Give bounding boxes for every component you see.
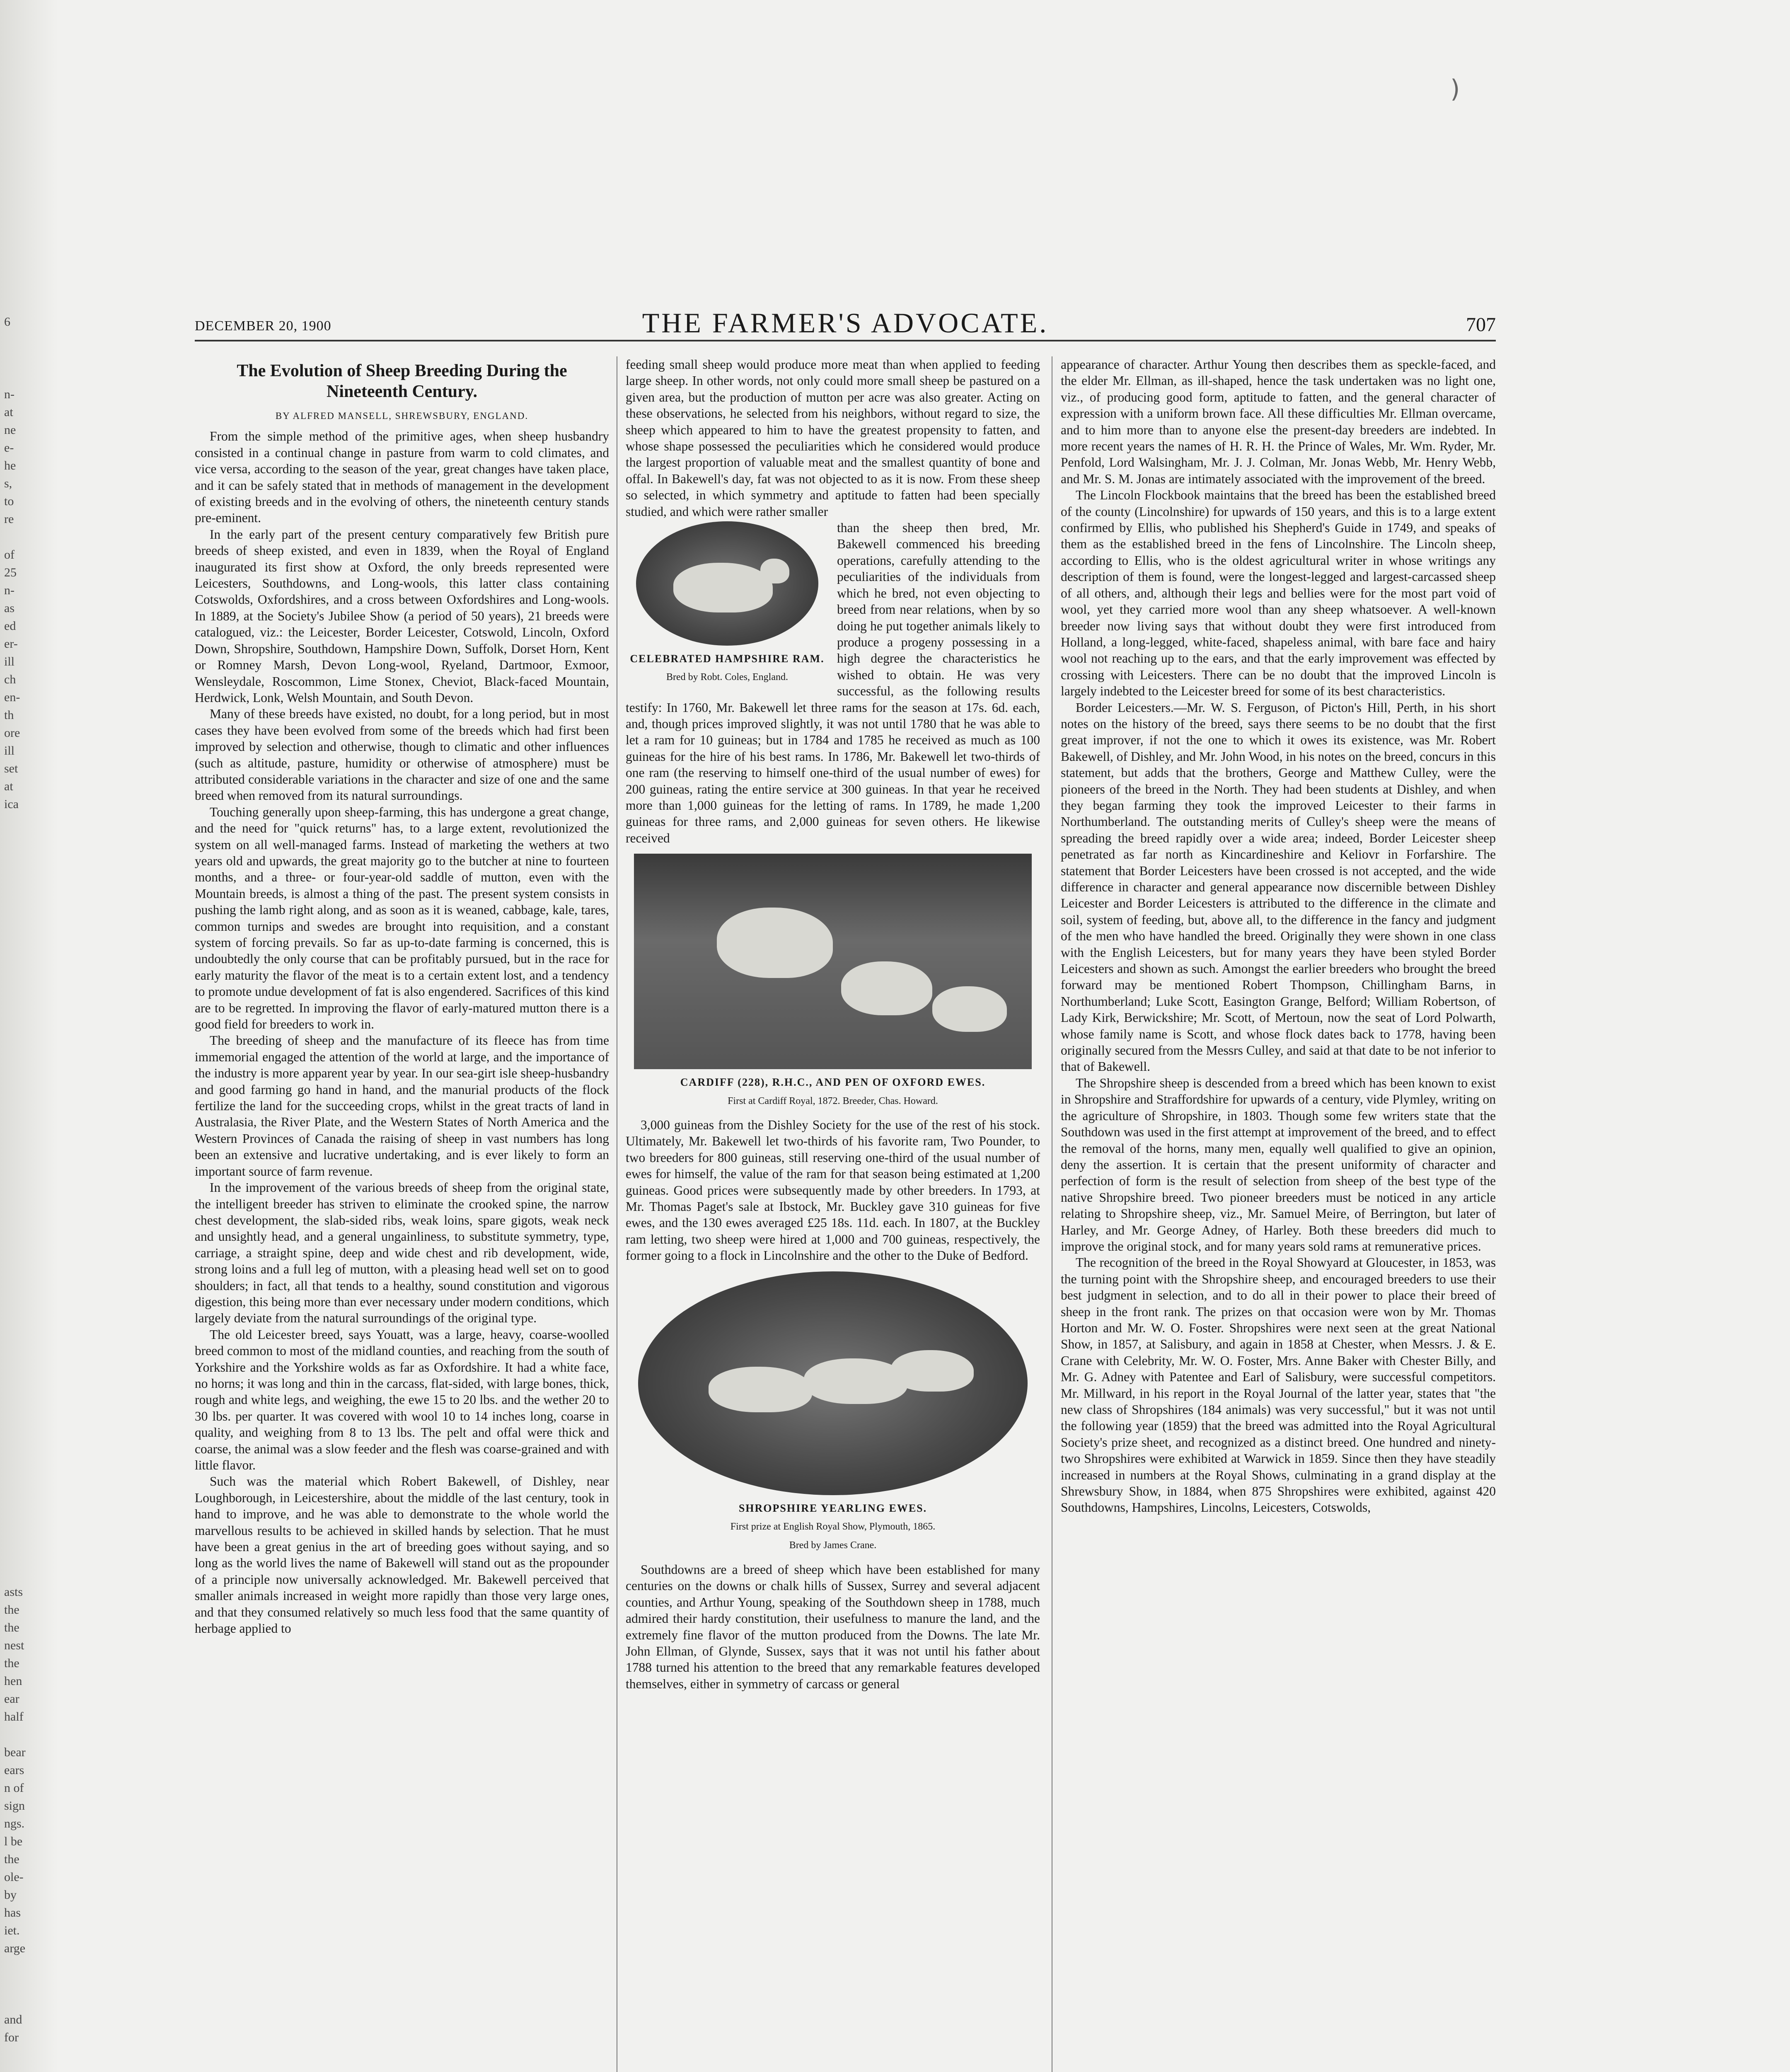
paragraph: The Lincoln Flockbook maintains that the breed has been the established breed of the county (Lincolnshire) for upwards of 150 years, and this is to a large extent confirmed by Ellis, who published his Shepherd's Guide in 1749, and speaks of them as the established breed in the fens of Lincolnshire. The Lincoln sheep, according to Ellis, who is the oldest agricultural writer in whose writings any description of them is found, were the longest-legged and largest-carcassed sheep of all others, and, although their legs and bellies were for the most part void of wool, yet they carried more wool than any sheep whatsoever. A well-known breeder now living says that without doubt they were first introduced from Holland, a long-legged, white-faced, shapeless animal, with bare face and hairy wool not reaching up to the ears, and that the early improvement was effected by crossing with Leicesters. There can be no doubt that the improved Lincoln is largely indebted to the Leicester breed for some of its best characteristics.	[1061, 488, 1496, 699]
margin-page-number: 6	[4, 315, 10, 329]
figure-shropshire-ewes	[626, 1271, 1040, 1554]
column-1	[195, 356, 609, 2072]
figure-hampshire-ram	[626, 521, 829, 686]
paragraph: 3,000 guineas from the Dishley Society for the use of the rest of his stock. Ultimately, Mr. Bakewell let two-thirds of his favorite ram, Two Pounder, to two breeders for 800 guineas, still reserving one-third of the usual number of ewes for himself, the value of the ram for that season being estimated at 1,200 guineas. Good prices were subsequently made by other breeders. In 1793, at Mr. Thomas Paget's sale at Ibstock, Mr. Buckley gave 310 guineas for five ewes, and the 130 ewes averaged £25 18s. 11d. each. In 1807, at the Buckley ram letting, two sheep were hired at 1,000 and 700 guineas, respectively, the former going to a flock in Lincolnshire and the other to the Duke of Bedford.	[626, 1118, 1040, 1263]
paragraph: Touching generally upon sheep-farming, this has undergone a great change, and the need for "quick returns" has, to a large extent, revolutionized the system on all well-managed farms. Instead of marketing the wethers at two years old and upwards, the great majority go to the butcher at nine to fourteen months, and a three- or four-year-old saddle of mutton, even with the Mountain breeds, is almost a thing of the past. The present system consists in pushing the lamb right along, and as soon as it is weaned, cabbage, kale, tares, common turnips and swedes are brought into requisition, and a constant system of forcing prevails. So far as up-to-date farming is concerned, this is undoubtedly the only course that can be profitably pursued, but in the race for early maturity the flavor of the meat is to a certain extent lost, and a tendency to promote undue development of fat is also engendered. Sacrifices of this kind are to be regretted. In improving the flavor of early-matured mutton there is a good field for breeders to work in.	[195, 804, 609, 1032]
paragraph: than the sheep then bred, Mr. Bakewell commenced his breeding operations, carefully attending to the peculiarities of the individuals from which he bred, not even objecting to breed from near relations, when by so doing he put together animals likely to produce a progeny possessing in a high degree the characteristics he wished to obtain. He was very successful, as the following results testify: In 1760, Mr. Bakewell let three rams for the season at 17s. 6d. each, and, though prices improved slightly, it was not until 1780 that he was able to let a ram for 10 guineas; but in 1784 and 1785 he received as much as 100 guineas for the hire of his best rams. In 1786, Mr. Bakewell let two-thirds of one ram (the reserving to himself one-third of the usual number of ewes) for 200 guineas, rating the entire service at 300 guineas. In that year he received more than 1,000 guineas for the letting of rams. In 1789, he made 1,200 guineas for three rams, and 2,000 guineas for seven others. He likewise received	[626, 520, 1040, 845]
column-3	[1061, 356, 1496, 2072]
column-2	[626, 356, 1040, 2072]
article-title: The Evolution of Sheep Breeding During the Nineteenth Century.	[237, 361, 567, 401]
paragraph: Such was the material which Robert Bakewell, of Dishley, near Loughborough, in Leicestershire, about the middle of the last century, took in hand to improve, and he was able to demonstrate to the whole world the marvellous results to be achieved in skilled hands by selection. That he must have been a great genius in the art of breeding goes without saying, and so long as the world lives the name of Bakewell will stand out as the propounder of a principle now universally acknowledged. Mr. Bakewell perceived that smaller animals increased in weight more rapidly than those very large ones, and that they consumed relatively so much less food that the same quantity of herbage applied to	[195, 1474, 609, 1636]
paragraph: appearance of character. Arthur Young then describes them as speckle-faced, and the elder Mr. Ellman, as ill-shaped, hence the task undertaken was no light one, viz., of producing good form, aptitude to fatten, and the general character of expression with a uniform brown face. All these difficulties Mr. Ellman overcame, and to him more than to anyone else the present-day breeders are indebted. In more recent years the names of H. R. H. the Prince of Wales, Mr. Wm. Ryder, Mr. Penfold, Lord Walsingham, Mr. J. J. Colman, Mr. Jonas Webb, Mr. Henry Webb, and Mr. S. M. Jonas are intimately associated with the improvement of the breed.	[1061, 357, 1496, 486]
paragraph: The breeding of sheep and the manufacture of its fleece has from time immemorial engaged the attention of the world at large, and the importance of the industry is more apparent year by year. In our sea-girt isle sheep-husbandry and good farming go hand in hand, and the manurial products of the flock fertilize the land for the succeeding crops, whilst in the great tracts of land in Australasia, the River Plate, and the Western States of North America and the Western Provinces of Canada the raising of sheep in vast numbers has long been an extensive and lucrative undertaking, and is ever likely to form an important source of farm revenue.	[195, 1033, 609, 1179]
ewe-shape	[841, 961, 932, 1015]
paragraph: feeding small sheep would produce more meat than when applied to feeding large sheep. In other words, not only could more small sheep be pastured on a given area, but the production of mutton per acre was also greater. Acting on these observations, he selected from his neighbors, without regard to size, the sheep which appeared to him to have the greatest propensity to fatten, and whose shape possessed the peculiarities which he considered would produce the largest proportion of valuable meat and the smallest quantity of bone and offal. In Bakewell's day, fat was not objected to as it is now. From these sheep so selected, in which symmetry and aptitude to fatten had been specially studied, and which were rather smaller	[626, 357, 1040, 519]
figure-oxford-ewes	[626, 854, 1040, 1109]
paragraph: The recognition of the breed in the Royal Showyard at Gloucester, in 1853, was the turning point with the Shropshire sheep, and encouraged breeders to use their best judgment in selection, and to do all in their power to place their breed of sheep in the front rank. The prizes on that occasion were won by Mr. Thomas Horton and Mr. W. O. Foster. Shropshires were next seen at the great National Show, in 1857, at Salisbury, and again in 1858 at Chester, when Messrs. J. & E. Crane with Celebrity, Mr. W. O. Foster, Mrs. Anne Baker with Chester Billy, and Mr. G. Adney with Patentee and Earl of Salisbury, were successful competitors. Mr. Millward, in his report in the Royal Journal of the latter year, states that "the new class of Shropshires (184 animals) was very successful," but it was not until the following year (1859) that the breed was admitted into the Royal Agricultural Society's prize sheet, and recognized as a distinct breed. One hundred and ninety-two Shropshires were exhibited at Warwick in 1859. Since then they have steadily increased in numbers at the Royal Shows, culminating in a grand display at the Shrewsbury Show, in 1884, when 875 Shropshires were exhibited, against 420 Southdowns, Hampshires, Lincolns, Leicesters, Cotswolds,	[1061, 1255, 1496, 1515]
paragraph: The old Leicester breed, says Youatt, was a large, heavy, coarse-woolled breed common to most of the midland counties, and reaching from the south of Yorkshire and the Yorkshire wolds as far as Oxfordshire. It had a white face, no horns; it was long and thin in the carcass, flat-sided, with large bones, thick, rough and white legs, and weighing, the ewe 15 to 20 lbs. and the wether 20 to 30 lbs. per quarter. It was covered with wool 10 to 14 inches long, coarse in quality, and weighing from 8 to 13 lbs. The pelt and offal were thick and coarse, the animal was a slow feeder and the flesh was coarse-grained and with little flavor.	[195, 1327, 609, 1472]
figure-caption-title: CELEBRATED HAMPSHIRE RAM.	[630, 653, 825, 665]
figure-caption-title: SHROPSHIRE YEARLING EWES.	[738, 1502, 927, 1514]
paragraph: In the improvement of the various breeds of sheep from the original state, the intelligent breeder has striven to eliminate the crooked spine, the narrow chest development, the slab-sided ribs, weak loins, spare gigots, weak neck and unsightly head, and a general ungainliness, to substitute symmetry, type, carriage, a straight spine, deep and wide chest and rib development, wide, strong loins and a full leg of mutton, with a pleasing head well set on to good shoulders; in fact, all that tends to a healthy, sound constitution and vigorous digestion, this being more than ever necessary under modern conditions, which largely deviate from the natural surroundings of the original type.	[195, 1180, 609, 1326]
page-number: 707	[1466, 314, 1496, 336]
article-byline: BY ALFRED MANSELL, SHREWSBURY, ENGLAND.	[275, 411, 529, 421]
paragraph: Many of these breeds have existed, no doubt, for a long period, but in most cases they have been evolved from some of the breeds which had first been improved by selection and otherwise, though to climatic and other influences (such as altitude, pasture, humidity or otherwise of atmosphere) must be attributed considerable variations in the character and size of one and the same breed when removed from its natural surroundings.	[195, 707, 609, 803]
figure-caption-subtitle: First at Cardiff Royal, 1872. Breeder, Chas. Howard.	[728, 1095, 938, 1106]
ewe-shape	[891, 1350, 974, 1392]
figure-caption-title: CARDIFF (228), R.H.C., AND PEN OF OXFORD EWES.	[680, 1076, 986, 1089]
paragraph: Southdowns are a breed of sheep which have been established for many centuries on the downs or chalk hills of Sussex, Surrey and several adjacent counties, and Arthur Young, speaking of the Southdown sheep in 1788, much admired their hardy constitution, their usefulness to manure the land, and the extremely fine flavor of the mutton produced from the Downs. The late Mr. John Ellman, of Glynde, Sussex, says that it was not until his father about 1788 turned his attention to the breed that any remarkable features developed themselves, either in symmetry of carcass or general	[626, 1562, 1040, 1691]
ewe-shape	[709, 1367, 812, 1412]
figure-caption-subtitle: First prize at English Royal Show, Plymouth, 1865.	[730, 1521, 936, 1532]
hampshire-ram-photo	[636, 521, 818, 646]
pencil-mark: )	[1450, 75, 1460, 104]
oxford-ewes-photo	[634, 854, 1032, 1069]
figure-caption-subtitle: Bred by Robt. Coles, England.	[666, 672, 788, 683]
page-header	[195, 307, 1496, 341]
paragraph: In the early part of the present century comparatively few British pure breeds of sheep existed, and even in 1839, when the Royal of England inaugurated its first show at Oxford, the only breeds represented were Leicesters, Southdowns, and Long-wools, this latter class containing Cotswolds, Oxfordshires, and a cross between Oxfordshires and Long-wools. In 1889, at the Society's Jubilee Show (a period of 50 years), 21 breeds were catalogued, viz.: the Leicester, Border Leicester, Cotswold, Lincoln, Oxford Down, Shropshire, Southdown, Hampshire Down, Suffolk, Dorset Horn, Kent or Romney Marsh, Devon Long-wool, Ryeland, Dartmoor, Exmoor, Wensleydale, Roscommon, Lime Stonex, Cheviot, Black-faced Mountain, Herdwick, Lonk, Welsh Mountain, and South Devon.	[195, 527, 609, 705]
shropshire-ewes-photo	[638, 1271, 1028, 1495]
margin-fragment-lower: asts the the nest the hen ear half bear ears n of sign ngs. l be the ole- by has iet. arge and for	[4, 1585, 26, 2044]
paragraph: The Shropshire sheep is descended from a breed which has been known to exist in Shropshire and Straffordshire for upwards of a century, vide Plymley, writing on the agriculture of Shropshire, in 1803. Though some few writers state that the Southdown was used in the first attempt at improvement of the breed, and to effect the removal of the horns, many men, equally well qualified to give an opinion, deny the assertion. It is certain that the present uniformity of character and perfection of form is the result of selection from sheep of the best type of the native Shropshire breed. Two pioneer breeders must be noticed in any article relating to Shropshire sheep, viz., Mr. Samuel Meire, of Berrington, but later of Harley, and Mr. George Adney, of Harley. Both these breeders did much to improve the original stock, and for many years sold rams at remunerative prices.	[1061, 1075, 1496, 1254]
newspaper-page	[195, 307, 1496, 2072]
ram-shape	[673, 563, 773, 612]
ram-head-shape	[760, 559, 789, 583]
masthead-title: THE FARMER'S ADVOCATE.	[642, 307, 1049, 339]
paragraph: From the simple method of the primitive ages, when sheep husbandry consisted in a continual change in pasture from warm to cold climates, and vice versa, according to the season of the year, great changes have taken place, and it can be safely stated that in methods of management in the development of existing breeds and in the evolving of others, the nineteenth century stands pre-eminent.	[195, 429, 609, 525]
ram-shape	[717, 908, 833, 978]
paragraph: Border Leicesters.—Mr. W. S. Ferguson, of Picton's Hill, Perth, in his short notes on the history of the breed, says there seems to be no doubt that the first great improver, if not the one to which it owes its existence, was Mr. Robert Bakewell, of Dishley, and Mr. John Wood, in his notes on the breed, concurs in this statement, but adds that the brothers, George and Matthew Culley, were the pioneers of the breed in the North. They had been students at Dishley, and when they began farming they took the improved Leicester to their farms in Northumberland. The outstanding merits of Culley's sheep were the means of spreading the breed rapidly over a wide area; indeed, Border Leicester sheep penetrated as far north as Kincardineshire and Keliovr in Forfarshire. The statement that Border Leicesters have been crossed is not accepted, and the wide difference in character and general appearance now discernible between Dishley Leicester and Border Leicesters is attributed to the difference in the climate and soil, system of feeding, but, above all, to the difference in the fancy and judgment of the men who have handled the breed. Originally they were shown in one class with the English Leicesters, but for many years they have been styled Border Leicesters and shown as such. Amongst the earlier breeders who brought the breed forward may be mentioned Robert Thompson, Chillingham Barns, in Northumberland; Luke Scott, Easington Grange, Belford; William Robertson, of Lady Kirk, Berwickshire; Mr. Scott, of Mertoun, now the seat of Lord Polwarth, whose family name is Scott, and whose flock dates back to 1778, having been originally secured from the Messrs Culley, and said at that date to be not inferior to that of Bakewell.	[1061, 700, 1496, 1074]
header-date: DECEMBER 20, 1900	[195, 318, 331, 334]
figure-caption-breeder: Bred by James Crane.	[789, 1540, 877, 1551]
ewe-shape	[932, 986, 1007, 1032]
margin-fragment-upper: n- at ne e- he s, to re of 25 n- as ed er- ill ch en- th ore ill set at ica	[4, 387, 20, 811]
